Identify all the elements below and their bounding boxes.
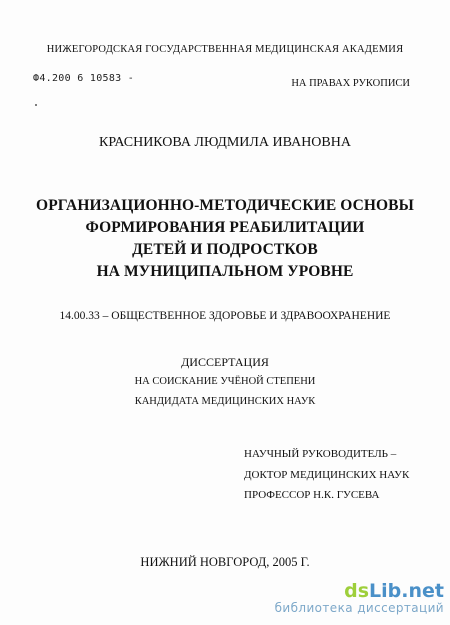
institution-name: НИЖЕГОРОДСКАЯ ГОСУДАРСТВЕННАЯ МЕДИЦИНСКАЯ АКАДЕМИЯ	[46, 44, 404, 55]
manuscript-rights-note: НА ПРАВАХ РУКОПИСИ	[291, 78, 410, 89]
watermark-subtitle: библиотека диссертаций	[274, 601, 444, 615]
title-line-1: ОРГАНИЗАЦИОННО-МЕТОДИЧЕСКИЕ ОСНОВЫ	[36, 197, 414, 214]
watermark-logo	[275, 581, 444, 601]
watermark-ds: ds	[344, 580, 370, 602]
title-line-2: ФОРМИРОВАНИЯ РЕАБИЛИТАЦИИ	[85, 219, 365, 236]
supervisor-name: ПРОФЕССОР Н.К. ГУСЕВА	[244, 489, 380, 501]
title-line-3: ДЕТЕЙ И ПОДРОСТКОВ	[132, 241, 318, 258]
degree-line-2: КАНДИДАТА МЕДИЦИНСКИХ НАУК	[134, 396, 316, 407]
dslib-watermark	[275, 581, 444, 615]
dissertation-label: ДИССЕРТАЦИЯ	[181, 355, 269, 369]
supervisor-label: НАУЧНЫЙ РУКОВОДИТЕЛЬ –	[244, 448, 397, 460]
specialty-code: 14.00.33 – ОБЩЕСТВЕННОЕ ЗДОРОВЬЕ И ЗДРАВООХРАНЕНИЕ	[59, 310, 391, 322]
scan-speck	[35, 104, 37, 106]
degree-line-1: НА СОИСКАНИЕ УЧЁНОЙ СТЕПЕНИ	[134, 376, 316, 387]
watermark-lib: Lib	[369, 580, 402, 602]
author-name: КРАСНИКОВА ЛЮДМИЛА ИВАНОВНА	[99, 135, 351, 150]
supervisor-degree: ДОКТОР МЕДИЦИНСКИХ НАУК	[244, 469, 410, 481]
archive-stamp: Ф4.200 6 10583 -	[33, 73, 135, 84]
city-year: НИЖНИЙ НОВГОРОД, 2005 Г.	[140, 555, 310, 569]
title-line-4: НА МУНИЦИПАЛЬНОМ УРОВНЕ	[96, 263, 354, 280]
watermark-net: .net	[401, 580, 444, 602]
